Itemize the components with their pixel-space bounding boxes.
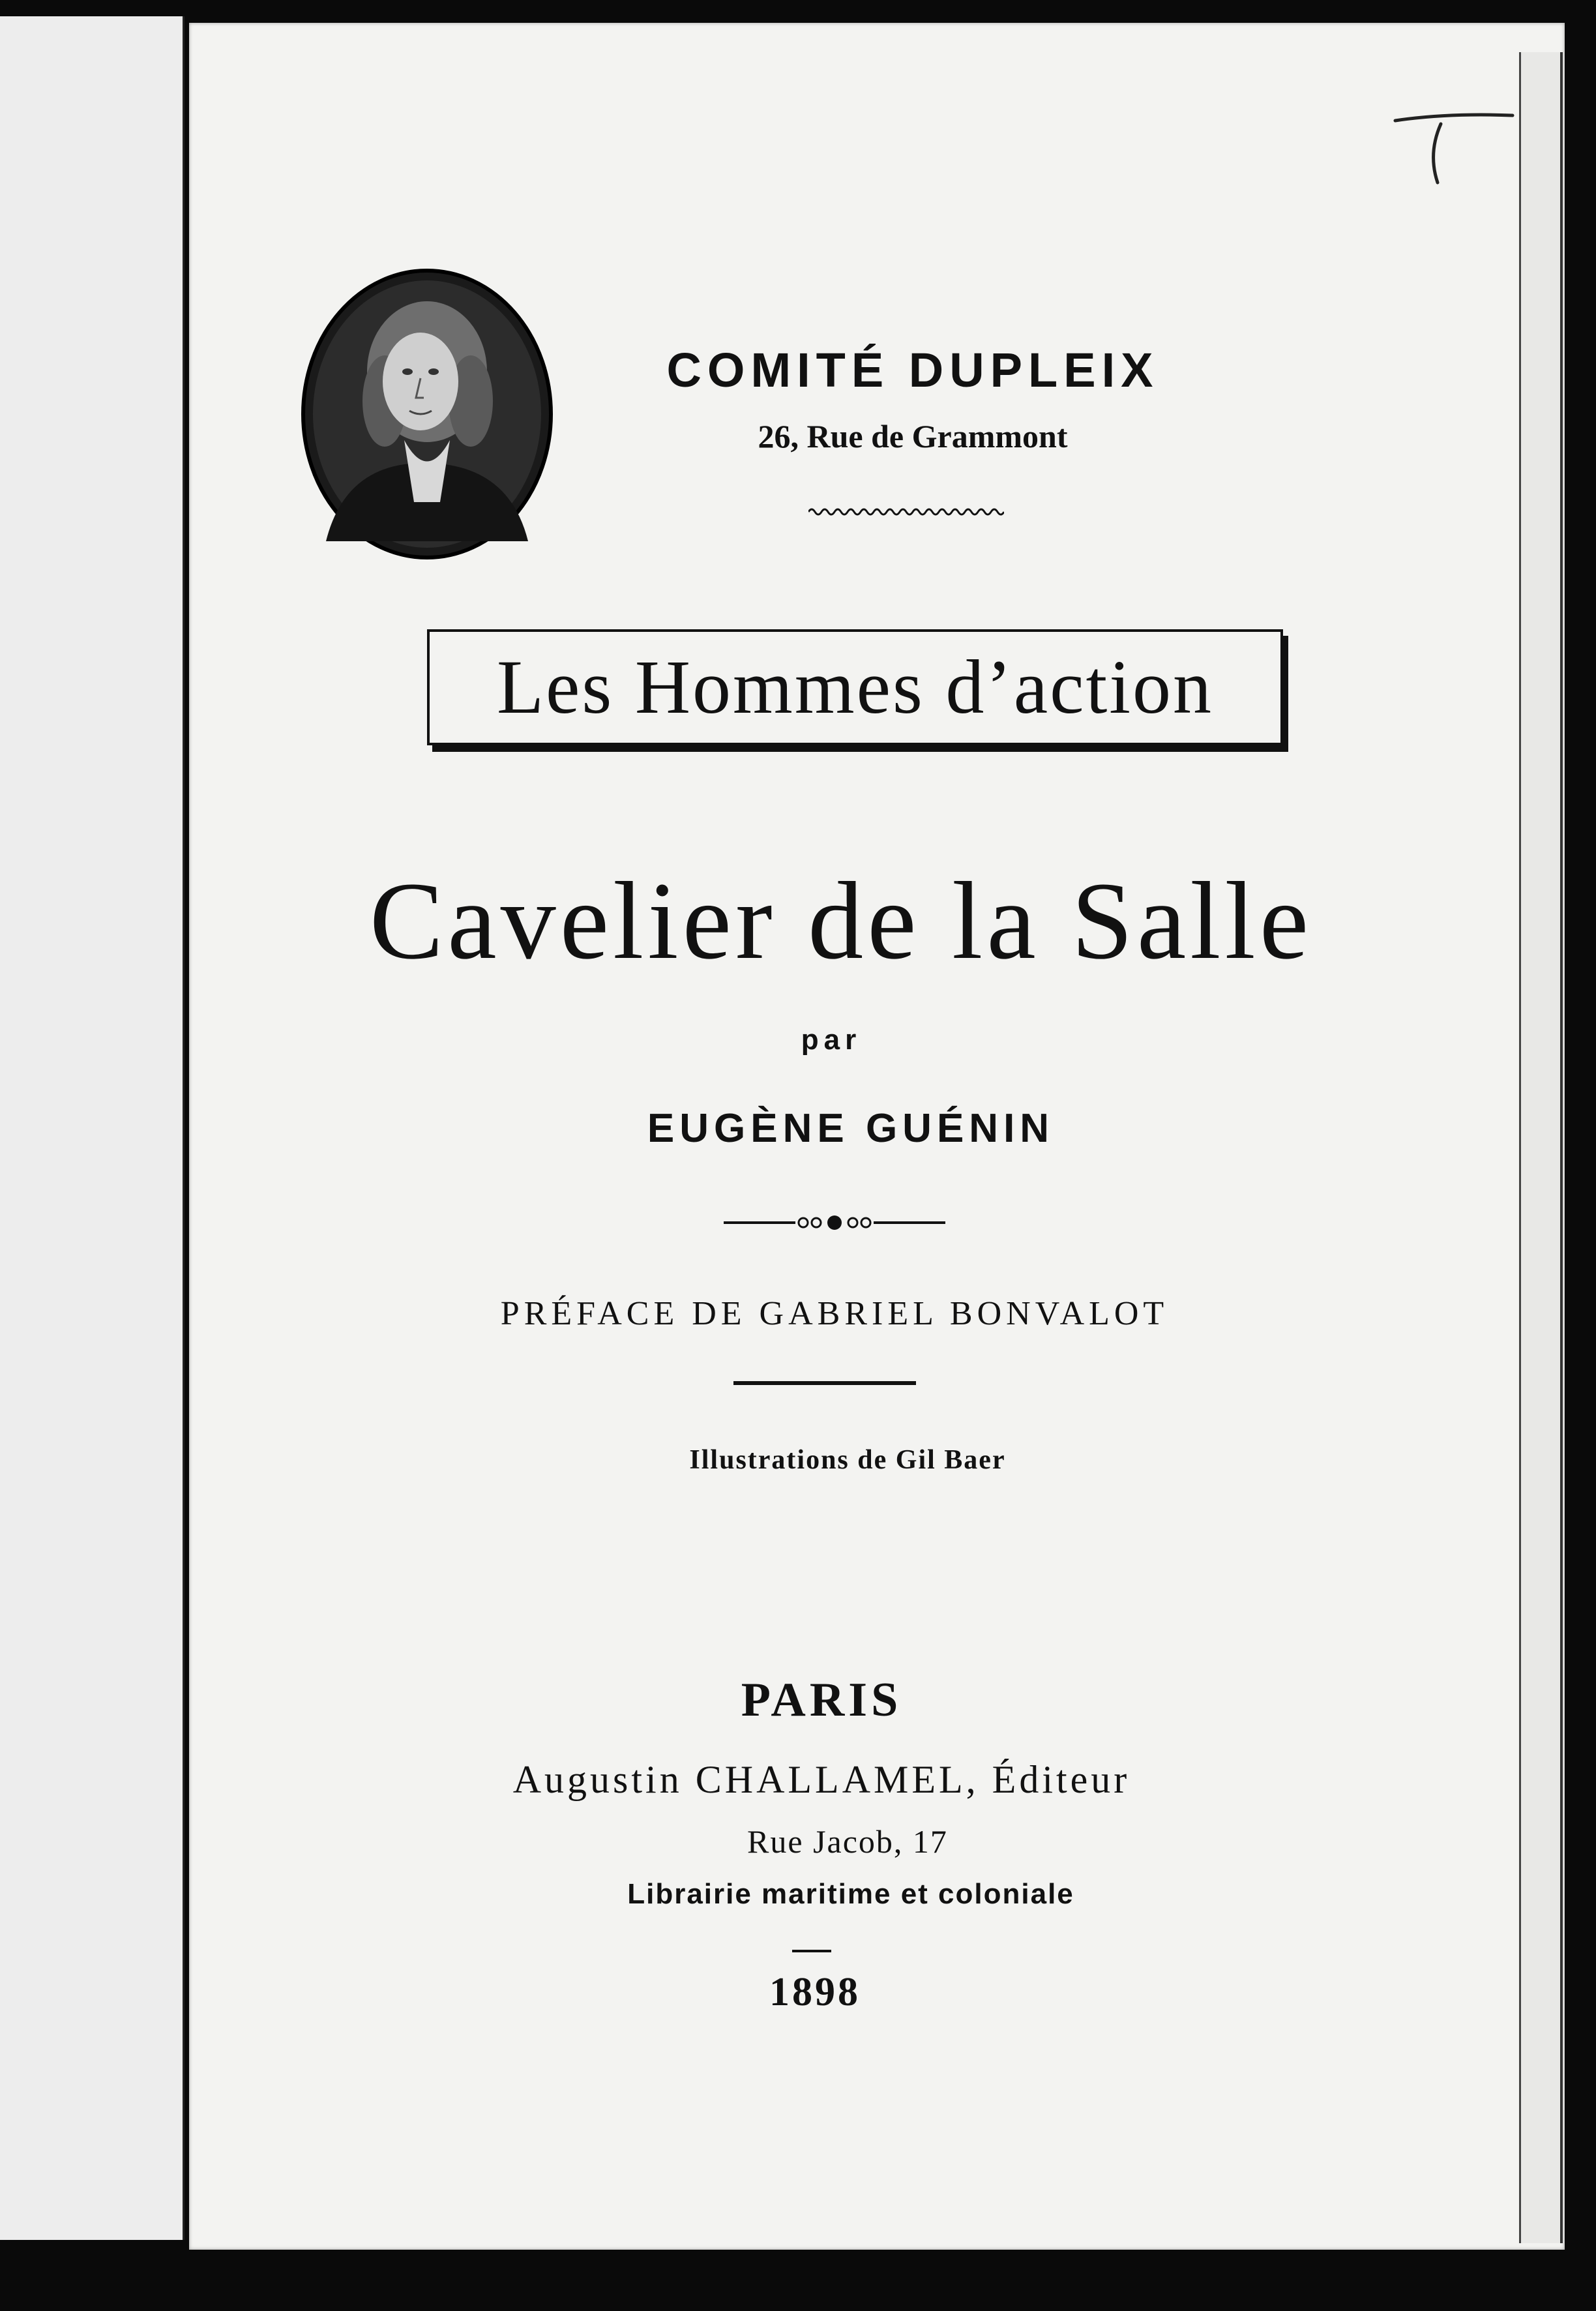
scroll-ornament-icon [724, 1210, 945, 1236]
short-rule [792, 1950, 831, 1952]
page-edge [1519, 52, 1563, 2243]
book-title: Cavelier de la Salle [369, 859, 1313, 982]
imprint-library: Librairie maritime et coloniale [627, 1878, 1074, 1910]
handwritten-mark-icon [1389, 108, 1519, 192]
preface-credit: PRÉFACE DE GABRIEL BONVALOT [500, 1295, 1169, 1332]
byline-par: par [801, 1024, 862, 1056]
imprint-publisher: Augustin CHALLAMEL, Éditeur [512, 1758, 1130, 1801]
previous-page-strip [0, 16, 185, 2240]
portrait-medallion-icon [300, 267, 554, 561]
committee-address: 26, Rue de Grammont [758, 418, 1068, 455]
illustrations-credit: Illustrations de Gil Baer [689, 1445, 1006, 1475]
imprint-city: PARIS [741, 1673, 902, 1727]
author-name: EUGÈNE GUÉNIN [647, 1106, 1055, 1151]
series-title: Les Hommes d’action [496, 644, 1214, 730]
divider-rule [733, 1381, 916, 1385]
wave-ornament-icon [808, 505, 1004, 518]
series-title-box [427, 629, 1283, 745]
committee-name: COMITÉ DUPLEIX [666, 343, 1159, 397]
imprint-year: 1898 [769, 1970, 861, 2014]
imprint-street: Rue Jacob, 17 [747, 1823, 948, 1860]
